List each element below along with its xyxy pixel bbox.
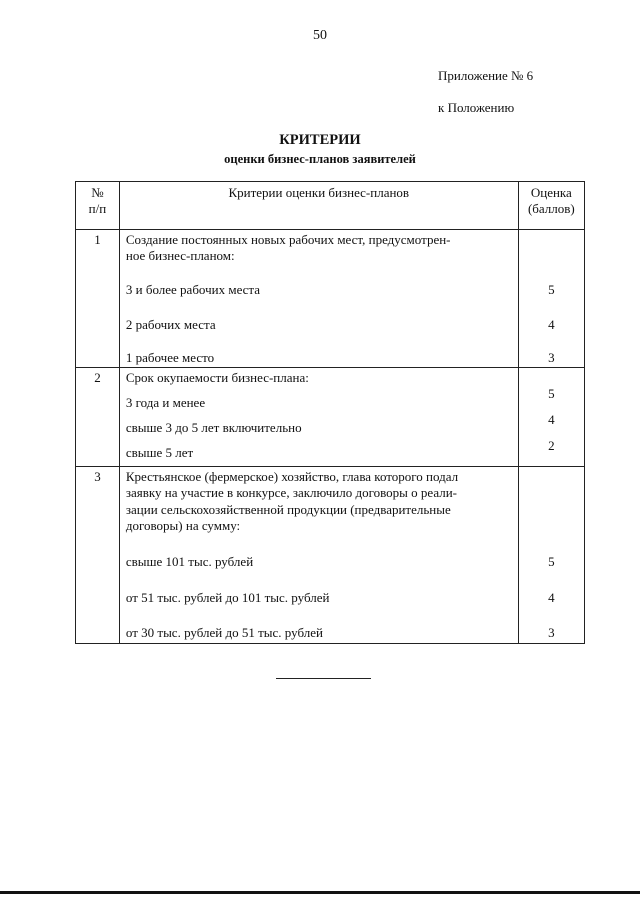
option-score: 5 (548, 386, 555, 401)
appendix-reference: к Положению (438, 100, 515, 115)
option-score: 2 (548, 438, 555, 453)
appendix-label: Приложение № 6 (438, 68, 534, 83)
option-score: 4 (548, 590, 555, 605)
document-subtitle: оценки бизнес-планов заявителей (224, 152, 416, 166)
criterion-text-line: Крестьянское (фермерское) хозяйство, глава которого подал (125, 469, 459, 484)
table-row (76, 230, 585, 368)
header-criteria-label: Критерии оценки бизнес-планов (228, 185, 410, 200)
row-number: 1 (94, 232, 101, 247)
header-score-cell (518, 182, 584, 230)
criteria-table (75, 181, 585, 644)
row-number: 2 (94, 370, 101, 385)
header-score-unit: (баллов) (527, 201, 575, 217)
criterion-option: 1 рабочее место (125, 350, 215, 365)
header-number-cell (76, 182, 120, 230)
table-row (76, 467, 585, 644)
criterion-option: свыше 101 тыс. рублей (125, 554, 254, 569)
option-score: 4 (548, 317, 555, 332)
header-criteria-cell (119, 182, 518, 230)
criterion-text-line: Срок окупаемости бизнес-плана: (125, 370, 309, 385)
criterion-option: 3 и более рабочих места (125, 282, 261, 297)
criterion-text-line: Создание постоянных новых рабочих мест, предусмотрен- (125, 232, 451, 247)
header-number-abbrev: п/п (88, 201, 107, 217)
table-header-row (76, 182, 585, 230)
row-score-cell (518, 230, 584, 368)
row-number: 3 (94, 469, 101, 484)
criterion-text-line: ное бизнес-планом: (125, 248, 235, 263)
end-of-document-rule (276, 678, 371, 679)
criterion-option: свыше 3 до 5 лет включительно (125, 420, 302, 435)
criterion-option: свыше 5 лет (125, 445, 194, 460)
option-score: 3 (548, 625, 555, 640)
criterion-option: от 30 тыс. рублей до 51 тыс. рублей (125, 625, 323, 640)
row-score-cell (518, 467, 584, 644)
option-score: 5 (548, 554, 555, 569)
option-score: 5 (548, 282, 555, 297)
row-criterion-cell (119, 467, 518, 644)
document-title: КРИТЕРИИ (279, 132, 361, 148)
option-score: 3 (548, 350, 555, 365)
criterion-option: 3 года и менее (125, 395, 206, 410)
table-row (76, 368, 585, 467)
criterion-text-line: заявку на участие в конкурсе, заключило договоры о реали- (125, 485, 457, 500)
criterion-text-line: зации сельскохозяйственной продукции (предварительные (125, 502, 451, 517)
row-criterion-cell (119, 230, 518, 368)
row-number-cell (76, 467, 120, 644)
row-criterion-cell (119, 368, 518, 467)
header-score-label: Оценка (530, 185, 572, 200)
criterion-option: 2 рабочих места (125, 317, 216, 332)
scan-bottom-edge (0, 891, 640, 894)
option-score: 4 (548, 412, 555, 427)
row-number-cell (76, 368, 120, 467)
criterion-option: от 51 тыс. рублей до 101 тыс. рублей (125, 590, 330, 605)
row-number-cell (76, 230, 120, 368)
row-score-cell (518, 368, 584, 467)
page-number: 50 (313, 28, 327, 43)
criterion-text-line: договоры) на сумму: (125, 518, 241, 533)
header-number-symbol: № (91, 185, 104, 200)
